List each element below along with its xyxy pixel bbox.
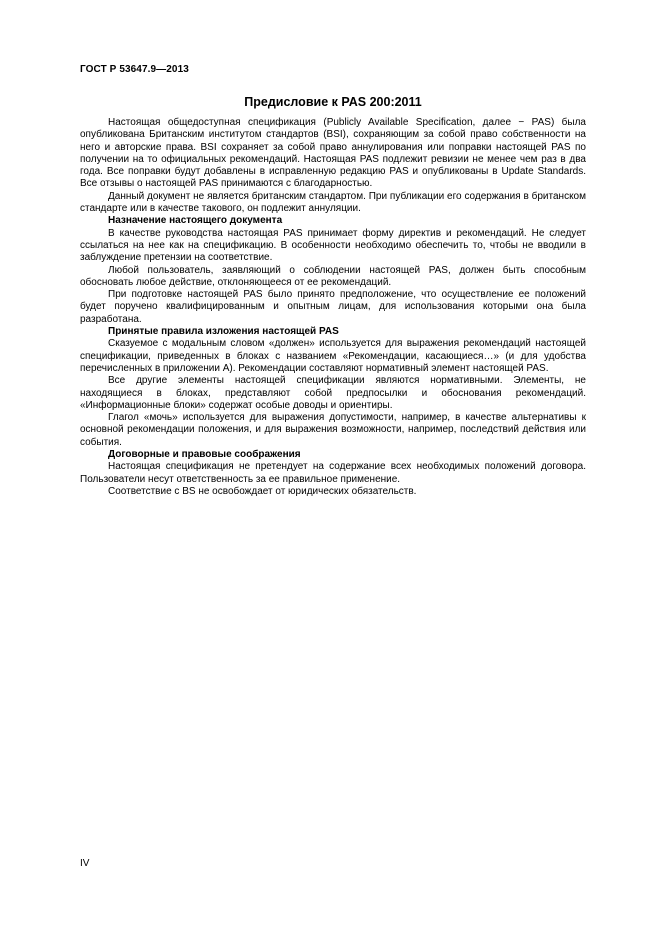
- paragraph: Глагол «мочь» используется для выражения допустимости, например, в качестве альтернативы к основной рекомендации положения, и для выражения возможности, например, последствий действия или события.: [80, 412, 586, 448]
- paragraph: Все другие элементы настоящей спецификации являются нормативными. Элементы, не находящиеся в блоках, представляют собой предпосылки и обоснования рекомендаций. «Информационные блоки» содержат особые доводы и ориентиры.: [80, 375, 586, 411]
- document-code: ГОСТ Р 53647.9—2013: [80, 64, 189, 75]
- paragraph: В качестве руководства настоящая PAS принимает форму директив и рекомендаций. Не следует ссылаться на нее как на спецификацию. В особенности необходимо обеспечить то, чтобы не вводили в заблуждение претензии на соответствие.: [80, 227, 586, 264]
- page-title: Предисловие к PAS 200:2011: [244, 95, 422, 109]
- document-body: [80, 117, 586, 498]
- paragraph: Соответствие с BS не освобождает от юридических обязательств.: [108, 485, 417, 497]
- paragraph: Сказуемое с модальным словом «должен» используется для выражения рекомендаций настоящей спецификации, приведенных в блоках с названием «Рекомендации, касающиеся…» (и для удобства перечисленных в приложении А). Рекомендации составляют нормативный элемент настоящей PAS.: [80, 338, 586, 374]
- section-heading: Договорные и правовые соображения: [108, 449, 301, 461]
- page-number: IV: [80, 858, 90, 869]
- paragraph: Настоящая спецификация не претендует на содержание всех необходимых положений договора. Пользователи несут ответственность за ее правильное применение.: [80, 461, 586, 485]
- section-heading: Назначение настоящего документа: [108, 215, 283, 227]
- section-heading: Принятые правила изложения настоящей PAS: [108, 326, 339, 338]
- paragraph: Настоящая общедоступная спецификация (Publicly Available Specification, далее − PAS) была опубликована Британским институтом стандартов (BSI), сохраняющим за собой право собственности на него и авторские права. BSI сохраняет за собой право аннулирования или поправки настоящей PAS по получении на то официальных рекомендаций. Настоящая PAS подлежит ревизии не менее чем раз в два года. Все поправки будут добавлены в исправленную редакцию PAS и опубликованы в Update Standards. Все отзывы о настоящей PAS принимаются с благодарностью.: [80, 117, 586, 190]
- paragraph: При подготовке настоящей PAS было принято предположение, что осуществление ее положений будет поручено квалифицированным и опытным лицам, для использования которыми она была разработана.: [80, 289, 586, 325]
- paragraph: Любой пользователь, заявляющий о соблюдении настоящей PAS, должен быть способным обосновать любое действие, отклоняющееся от ее рекомендаций.: [80, 264, 586, 288]
- paragraph: Данный документ не является британским стандартом. При публикации его содержания в британском стандарте или в качестве такового, он подлежит аннуляции.: [80, 190, 586, 215]
